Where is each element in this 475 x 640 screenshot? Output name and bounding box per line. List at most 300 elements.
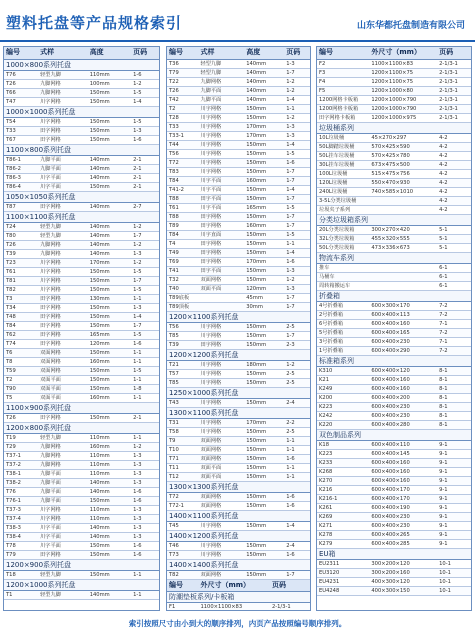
table-cell: 600×400×160	[369, 476, 437, 485]
section-title: 1400×1400系列托盘	[167, 559, 310, 570]
table-cell: 1-3	[131, 303, 159, 312]
table-cell: 140mm	[88, 523, 131, 532]
table-cell: 150mm	[88, 285, 131, 294]
table-cell: 1200网格卡板箱	[317, 95, 369, 104]
table-row	[4, 496, 159, 505]
table-row	[167, 167, 310, 176]
table-cell: 1-5	[131, 117, 159, 126]
table-cell: 川字网格	[198, 369, 244, 378]
column-header: 高度	[244, 47, 284, 59]
table-cell: 150mm	[88, 321, 131, 330]
table-cell: 150mm	[244, 104, 284, 113]
table-cell: 740×585×1010	[369, 187, 437, 196]
table-cell: T56	[167, 322, 198, 331]
table-cell: 4-2	[437, 151, 471, 160]
section-title: 物流车系列	[317, 252, 471, 263]
table-row	[317, 59, 471, 68]
table-cell: 双面网格	[198, 454, 244, 463]
table-cell: T88	[167, 194, 198, 203]
table-cell: 1-6	[284, 454, 310, 463]
table-cell: 1-1	[131, 590, 159, 599]
table-cell: 1200×1100×75	[369, 68, 437, 77]
table-cell: 30mm	[244, 302, 284, 311]
table-cell: 1-2	[284, 113, 310, 122]
table-cell: T31	[167, 418, 198, 427]
table-row	[4, 222, 159, 231]
table-cell: 2号折叠箱	[317, 310, 369, 319]
table-row	[317, 420, 471, 429]
table-cell: 1-7	[284, 570, 310, 579]
table-cell: 1200×1000×975	[369, 113, 437, 122]
table-row	[4, 294, 159, 303]
table-cell: 1-7	[284, 212, 310, 221]
table-cell: 10-1	[437, 559, 471, 568]
table-cell: 600×400×200	[369, 393, 437, 402]
table-cell: 110mm	[88, 433, 131, 442]
table-cell	[369, 263, 437, 272]
table-row	[167, 194, 310, 203]
table-cell: 150mm	[244, 427, 284, 436]
table-cell: 455×320×555	[369, 234, 437, 243]
table-row	[4, 240, 159, 249]
table-cell: K216-1	[317, 494, 369, 503]
table-cell: 150mm	[88, 276, 131, 285]
section-title: 分类垃圾箱系列	[317, 214, 471, 225]
section-title: 1300×1100系列托盘	[167, 407, 310, 418]
table-cell: 600×400×230	[369, 512, 437, 521]
table-cell: 1-7	[284, 331, 310, 340]
table-cell: 1-5	[284, 149, 310, 158]
table-cell: 田字网格	[38, 303, 88, 312]
table-cell: 1-2	[284, 275, 310, 284]
table-cell: 1-5	[284, 230, 310, 239]
table-cell: 1-6	[131, 487, 159, 496]
section-row	[167, 387, 310, 398]
table-cell: 3号折叠箱	[317, 337, 369, 346]
table-cell: 田字网格	[38, 330, 88, 339]
table-cell: 150mm	[244, 322, 284, 331]
table-cell: 九脚网格	[38, 451, 88, 460]
table-cell: T58	[167, 427, 198, 436]
section-row	[4, 402, 159, 413]
table-row	[4, 135, 159, 144]
table-row	[317, 559, 471, 568]
table-cell: T72	[167, 492, 198, 501]
table-cell: T87	[4, 202, 38, 211]
table-cell: 双面网格	[198, 501, 244, 510]
table-cell: 1-3	[284, 284, 310, 293]
table-cell: 140mm	[244, 77, 284, 86]
table-cell: 9-1	[437, 503, 471, 512]
table-row	[167, 176, 310, 185]
table-cell: 1-7	[131, 321, 159, 330]
table-cell: 160mm	[88, 442, 131, 451]
table-row	[4, 321, 159, 330]
table-cell: K278	[317, 530, 369, 539]
table-row	[167, 158, 310, 167]
table-cell: 2-1/3-1	[437, 86, 471, 95]
table-cell: 9-1	[437, 530, 471, 539]
table-cell: 1200网格卡板箱	[317, 104, 369, 113]
table-cell: 8-1	[437, 366, 471, 375]
table-cell: 150mm	[244, 378, 284, 387]
table-cell: 2-1	[131, 182, 159, 191]
table-cell: 川字网格	[198, 113, 244, 122]
table-cell: 300×270×420	[369, 225, 437, 234]
section-row	[167, 311, 310, 322]
table-cell: T23	[4, 258, 38, 267]
table-row	[317, 196, 471, 205]
table-cell: 100L垃圾桶	[317, 169, 369, 178]
table-cell: 九脚网格	[38, 240, 88, 249]
section-row	[167, 349, 310, 360]
header-row	[4, 47, 159, 59]
table-cell: 170mm	[244, 131, 284, 140]
table-cell: 5号折叠箱	[317, 328, 369, 337]
table-cell: 川字网格	[198, 360, 244, 369]
table-cell: 1-7	[284, 68, 310, 77]
table-cell: 140mm	[244, 68, 284, 77]
section-title: 1200×1100系列托盘	[167, 311, 310, 322]
table-cell: 九脚平面	[38, 155, 88, 164]
section-title: 1100×800系列托盘	[4, 144, 159, 155]
table-cell: T34	[4, 303, 38, 312]
table-cell: 120mm	[88, 339, 131, 348]
table-cell: 2-1/3-1	[437, 95, 471, 104]
table-cell: 川字平面	[38, 532, 88, 541]
table-cell: 600×400×290	[369, 346, 437, 355]
table-cell: K271	[317, 521, 369, 530]
table-cell: T83	[167, 167, 198, 176]
table-cell: 150mm	[244, 454, 284, 463]
table-cell: T81	[4, 276, 38, 285]
table-cell: 600×400×230	[369, 521, 437, 530]
table-cell: T40	[167, 284, 198, 293]
table-row	[167, 68, 310, 77]
table-cell: 川字网格	[38, 276, 88, 285]
table-cell: K18	[317, 440, 369, 449]
table-row	[317, 530, 471, 539]
table-cell: 川字网格	[198, 521, 244, 530]
table-cell: T42	[167, 95, 198, 104]
section-row	[317, 122, 471, 133]
section-row	[167, 510, 310, 521]
footer-note: 索引按照尺寸由小到大的顺序排列，内页产品按照编号顺序排列。	[128, 619, 347, 628]
table-cell: 2-4	[284, 398, 310, 407]
table-row	[317, 586, 471, 595]
table-cell: 双面平面	[198, 472, 244, 481]
table-row	[167, 492, 310, 501]
table-cell: T80	[4, 231, 38, 240]
table-cell: 川字平面	[198, 176, 244, 185]
table-cell: T37-2	[4, 460, 38, 469]
table-cell: T79	[167, 68, 198, 77]
table-row	[317, 402, 471, 411]
table-cell: 50L挂车垃圾桶	[317, 151, 369, 160]
table-cell: 150mm	[88, 97, 131, 106]
table-cell: 4-2	[437, 187, 471, 196]
table-cell: T5	[4, 393, 38, 402]
table-cell: 600×400×160	[369, 375, 437, 384]
table-cell: 九脚网格	[38, 460, 88, 469]
table-cell: T11	[167, 463, 198, 472]
table-cell: 150mm	[244, 266, 284, 275]
section-title: 折叠箱	[317, 290, 471, 301]
table-cell: K220	[317, 420, 369, 429]
table-cell: 2-1/3-1	[270, 603, 310, 612]
section-row	[4, 59, 159, 70]
table-cell: T67	[4, 135, 38, 144]
table-row	[317, 263, 471, 272]
table-cell: 140mm	[88, 164, 131, 173]
table-row	[317, 476, 471, 485]
table-cell: 1-2	[131, 222, 159, 231]
table-cell: 600×400×230	[369, 402, 437, 411]
table-row	[167, 203, 310, 212]
table-row	[167, 185, 310, 194]
table-cell: 110mm	[88, 460, 131, 469]
section-title: 1400×1100系列托盘	[167, 510, 310, 521]
table-cell: T39	[4, 249, 38, 258]
table-cell: 150mm	[244, 436, 284, 445]
table-cell: 165mm	[88, 330, 131, 339]
table-cell: K216	[317, 485, 369, 494]
table-row	[4, 117, 159, 126]
table-cell: 1-5	[131, 88, 159, 97]
table-row	[4, 433, 159, 442]
table-cell: 田字网格	[198, 340, 244, 349]
table-cell: 轻型九脚	[198, 68, 244, 77]
table-row	[167, 95, 310, 104]
table-cell: 4-2	[437, 160, 471, 169]
table-row	[317, 393, 471, 402]
page-header	[0, 0, 475, 44]
table-cell: 9-1	[437, 494, 471, 503]
table-cell: 600×300×170	[369, 301, 437, 310]
table-cell: 4-2	[437, 196, 471, 205]
table-cell: 140mm	[88, 240, 131, 249]
table-cell: 九脚平面	[38, 478, 88, 487]
table-cell: 1-1	[284, 104, 310, 113]
table-cell: 160mm	[244, 221, 284, 230]
index-columns	[3, 46, 472, 611]
table-cell: 1-3	[284, 131, 310, 140]
table-body-1	[4, 59, 159, 599]
table-row	[317, 346, 471, 355]
subtable-header-2	[167, 580, 310, 592]
table-cell: 川字网格	[38, 505, 88, 514]
table-cell: 双面网格	[38, 357, 88, 366]
table-cell: 田字网格	[198, 257, 244, 266]
table-cell: 150mm	[244, 239, 284, 248]
table-cell: 150mm	[88, 570, 131, 579]
table-cell: K200	[317, 393, 369, 402]
table-row	[167, 221, 310, 230]
table-cell: T86-1	[4, 155, 38, 164]
table-cell: 140mm	[244, 59, 284, 68]
table-cell: 轻型九脚	[38, 433, 88, 442]
table-cell: 150mm	[88, 182, 131, 191]
section-title: 双色制品系列	[317, 429, 471, 440]
table-cell: 150mm	[244, 230, 284, 239]
table-cell: 1-3	[131, 249, 159, 258]
table-cell: K233	[317, 458, 369, 467]
table-cell: T74	[4, 339, 38, 348]
table-cell: 2-1/3-1	[437, 59, 471, 68]
table-cell: T56	[167, 149, 198, 158]
table-cell	[198, 293, 244, 302]
table-cell: 2-3	[284, 340, 310, 349]
table-row	[4, 413, 159, 422]
table-cell: 1-7	[284, 167, 310, 176]
table-cell: T29	[4, 442, 38, 451]
table-row	[4, 312, 159, 321]
table-row	[167, 322, 310, 331]
table-cell: 110mm	[88, 505, 131, 514]
table-cell: 川字网格	[38, 258, 88, 267]
table-cell: 8-1	[437, 402, 471, 411]
table-cell: 6-1	[437, 263, 471, 272]
table-cell: 180mm	[244, 360, 284, 369]
table-row	[4, 384, 159, 393]
table-row	[317, 449, 471, 458]
table-cell: 双面网格	[198, 570, 244, 579]
table-cell: T37-4	[4, 514, 38, 523]
table-row	[317, 113, 471, 122]
table-cell: T3	[4, 294, 38, 303]
table-cell: 1-6	[284, 257, 310, 266]
table-cell: 1-8	[131, 384, 159, 393]
table-cell: 川字网格	[38, 267, 88, 276]
table-cell: 140mm	[88, 249, 131, 258]
section-row	[317, 548, 471, 559]
table-cell: 7-1	[437, 337, 471, 346]
table-cell: 170mm	[244, 418, 284, 427]
table-row	[167, 104, 310, 113]
table-cell: 1200×1100×75	[369, 77, 437, 86]
table-cell: 1-4	[131, 312, 159, 321]
section-title: 1400×1200系列托盘	[167, 530, 310, 541]
table-cell: 10L垃圾桶	[317, 133, 369, 142]
section-title: 1100×1100系列托盘	[4, 211, 159, 222]
table-body-2	[167, 59, 310, 579]
table-cell: 1-1	[284, 463, 310, 472]
table-cell: 140mm	[88, 202, 131, 211]
table-row	[4, 303, 159, 312]
table-cell: 川字网格	[198, 427, 244, 436]
table-row	[167, 463, 310, 472]
table-row	[167, 293, 310, 302]
table-cell: K268	[317, 467, 369, 476]
index-column-3	[316, 46, 472, 611]
table-cell: 4-2	[437, 205, 471, 214]
table-cell: 川字网格	[198, 322, 244, 331]
table-cell: T2	[4, 375, 38, 384]
table-cell: 1-2	[131, 79, 159, 88]
table-cell: 150mm	[244, 149, 284, 158]
column-header: 页码	[131, 47, 159, 59]
table-cell: 1-2	[131, 240, 159, 249]
table-cell: 田字网格	[38, 126, 88, 135]
table-cell: T26	[167, 86, 198, 95]
table-cell: 1-3	[131, 451, 159, 460]
table-row	[317, 95, 471, 104]
table-cell: T38-2	[4, 478, 38, 487]
table-row	[317, 328, 471, 337]
table-cell: 1-3	[131, 126, 159, 135]
table-cell: 150mm	[88, 303, 131, 312]
table-row	[167, 427, 310, 436]
table-cell: 7-2	[437, 346, 471, 355]
table-cell: 川字平面	[38, 541, 88, 550]
table-cell: 120mm	[244, 284, 284, 293]
table-cell: 1-1	[284, 436, 310, 445]
table-cell: 600×400×190	[369, 503, 437, 512]
table-cell: 600×400×170	[369, 494, 437, 503]
table-cell: T48	[4, 312, 38, 321]
table-cell: T84	[4, 321, 38, 330]
table-cell: 田字平面	[198, 194, 244, 203]
table-cell: T36	[167, 59, 198, 68]
table-row	[317, 539, 471, 548]
table-row	[167, 275, 310, 284]
table-cell: 50L分类垃圾箱	[317, 243, 369, 252]
table-cell: 140mm	[88, 487, 131, 496]
table-row	[317, 133, 471, 142]
table-row	[167, 570, 310, 579]
table-row	[167, 212, 310, 221]
table-row	[317, 301, 471, 310]
table-row	[167, 59, 310, 68]
table-cell: 300×200×160	[369, 568, 437, 577]
table-cell: T18	[4, 570, 38, 579]
table-cell: F4	[317, 77, 369, 86]
table-cell: F5	[317, 86, 369, 95]
table-row	[317, 272, 471, 281]
table-cell: T26	[4, 413, 38, 422]
table-row	[167, 149, 310, 158]
table-cell: 双面网格	[198, 436, 244, 445]
table-cell: T84	[167, 176, 198, 185]
column-header: 编号	[167, 580, 198, 592]
table-cell: 9-1	[437, 485, 471, 494]
table-cell: 10-1	[437, 586, 471, 595]
table-row	[167, 248, 310, 257]
table-cell: T26	[4, 240, 38, 249]
table-row	[167, 131, 310, 140]
table-row	[167, 436, 310, 445]
table-body-3	[317, 59, 471, 595]
table-cell: 双面平面	[198, 463, 244, 472]
table-cell: 双面平面	[38, 375, 88, 384]
table-cell: T89	[167, 221, 198, 230]
section-title: 防潮垫板系列/卡板箱	[167, 592, 310, 603]
table-cell: 110mm	[88, 451, 131, 460]
table-cell: T8	[4, 357, 38, 366]
table-cell: 马桶车	[317, 272, 369, 281]
table-cell: 1-7	[284, 194, 310, 203]
table-cell: 川字网格	[198, 131, 244, 140]
table-cell: 600×400×160	[369, 319, 437, 328]
table-cell: T37-1	[4, 451, 38, 460]
table-cell: T82	[167, 570, 198, 579]
table-row	[4, 523, 159, 532]
table-cell: 2-2	[284, 418, 310, 427]
table-cell: 240L垃圾桶	[317, 187, 369, 196]
column-header: 页码	[437, 47, 471, 59]
table-row	[317, 68, 471, 77]
table-row	[167, 550, 310, 559]
